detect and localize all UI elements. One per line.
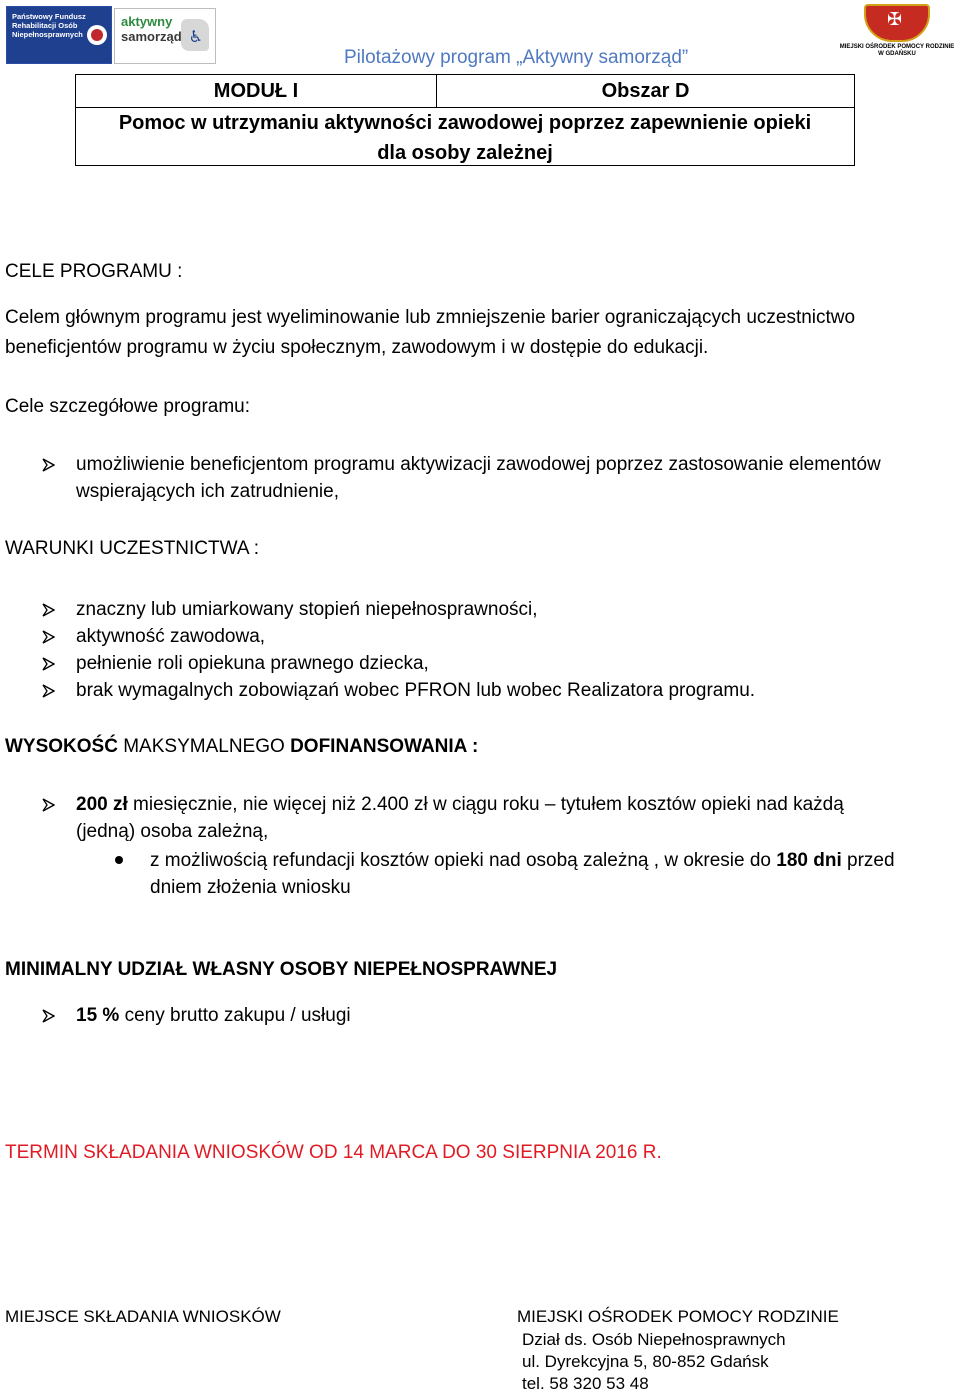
conditions-item: brak wymagalnych zobowiązań wobec PFRON lub wobec Realizatora programu. — [76, 680, 756, 701]
conditions-heading: WARUNKI UCZESTNICTWA : — [5, 538, 260, 559]
own-share-rest: ceny brutto zakupu / usługi — [119, 1005, 351, 1026]
footer-phone: tel. 58 320 53 48 — [522, 1374, 649, 1393]
logo-text-aktywny: aktywny — [121, 14, 173, 29]
pfron-logo-mark-icon — [87, 25, 107, 45]
arrow-bullet-icon — [42, 798, 55, 812]
funding-refund-line-2: dniem złożenia wniosku — [150, 877, 351, 898]
goals-main-line-1: Celem głównym programu jest wyeliminowanie lub zmniejszenie barier ograniczających uczestnictwo — [5, 307, 856, 328]
funding-heading-part-3: DOFINANSOWANIA : — [290, 736, 479, 757]
own-share-heading: MINIMALNY UDZIAŁ WŁASNY OSOBY NIEPEŁNOSPRAWNEJ — [5, 959, 558, 980]
own-share-item — [76, 1002, 351, 1029]
logo-text-samorzad: samorząd — [121, 29, 182, 44]
goals-heading: CELE PROGRAMU : — [5, 261, 183, 282]
footer-org-name: MIEJSKI OŚRODEK POMOCY RODZINIE — [517, 1307, 839, 1326]
funding-amount-value: 200 zł — [76, 794, 128, 815]
module-table — [75, 74, 855, 166]
module-title-line-1: Pomoc w utrzymaniu aktywności zawodowej poprzez zapewnienie opieki — [118, 112, 812, 134]
module-name: MODUŁ I — [76, 75, 437, 107]
wheelchair-icon: ♿ — [188, 29, 203, 46]
goals-main-line-2: beneficjentów programu w życiu społecznym, zawodowym i w dostępie do edukacji. — [5, 337, 709, 358]
goals-detail-item-line-2: wspierających ich zatrudnienie, — [76, 481, 339, 502]
mopr-logo-line-2: W GDAŃSKU — [878, 51, 916, 57]
funding-heading-part-2: MAKSYMALNEGO — [117, 736, 291, 757]
goals-detail-item-line-1: umożliwienie beneficjentom programu aktywizacji zawodowej poprzez zastosowanie elementów — [76, 454, 881, 475]
arrow-bullet-icon — [42, 657, 55, 671]
pfron-logo-line-3: Niepełnosprawnych — [12, 30, 83, 39]
funding-refund-text-a: z możliwością refundacji kosztów opieki nad osobą zależną , w okresie do — [150, 850, 777, 871]
goals-detail-heading: Cele szczegółowe programu: — [5, 396, 251, 417]
funding-refund-text-b: przed — [841, 850, 895, 871]
footer-place-label: MIEJSCE SKŁADANIA WNIOSKÓW — [5, 1307, 281, 1326]
funding-amount-rest: miesięcznie, nie więcej niż 2.400 zł w ciągu roku – tytułem kosztów opieki nad każdą — [127, 794, 844, 815]
deadline-notice: TERMIN SKŁADANIA WNIOSKÓW OD 14 MARCA DO 30 SIERPNIA 2016 R. — [5, 1142, 662, 1163]
arrow-bullet-icon — [42, 630, 55, 644]
conditions-item: pełnienie roli opiekuna prawnego dziecka, — [76, 653, 429, 674]
arrow-bullet-icon — [42, 458, 55, 472]
module-title — [76, 108, 854, 168]
footer-department: Dział ds. Osób Niepełnosprawnych — [522, 1330, 786, 1349]
funding-heading-part-1: WYSOKOŚĆ — [5, 736, 118, 757]
module-area: Obszar D — [601, 80, 690, 102]
aktywny-samorzad-logo — [114, 8, 216, 64]
conditions-item: aktywność zawodowa, — [76, 626, 266, 647]
pfron-logo-line-1: Państwowy Fundusz — [12, 12, 86, 21]
funding-refund-line-1 — [150, 847, 895, 874]
own-share-value: 15 % — [76, 1005, 120, 1026]
module-table-row — [76, 75, 854, 108]
funding-heading — [5, 733, 478, 760]
arrow-bullet-icon — [42, 603, 55, 617]
gdansk-crest-icon — [864, 4, 930, 42]
footer-address: ul. Dyrekcyjna 5, 80-852 Gdańsk — [522, 1352, 769, 1371]
module-title-line-2: dla osoby zależnej — [377, 142, 553, 164]
mopr-logo-line-1: MIEJSKI OŚRODEK POMOCY RODZINIE — [839, 44, 955, 50]
arrow-bullet-icon — [42, 1009, 55, 1023]
pfron-logo-line-2: Rehabilitacji Osób — [12, 21, 78, 30]
conditions-item: znaczny lub umiarkowany stopień niepełnosprawności, — [76, 599, 538, 620]
program-title: Pilotażowy program „Aktywny samorząd” — [344, 47, 689, 68]
arrow-bullet-icon — [42, 684, 55, 698]
dot-bullet-icon — [115, 856, 123, 864]
funding-amount-line-2: (jedną) osoba zależną, — [76, 821, 269, 842]
pfron-logo — [6, 6, 112, 64]
funding-refund-days: 180 dni — [776, 850, 842, 871]
mopr-gdansk-logo — [838, 4, 956, 60]
funding-amount-line-1 — [76, 791, 844, 818]
